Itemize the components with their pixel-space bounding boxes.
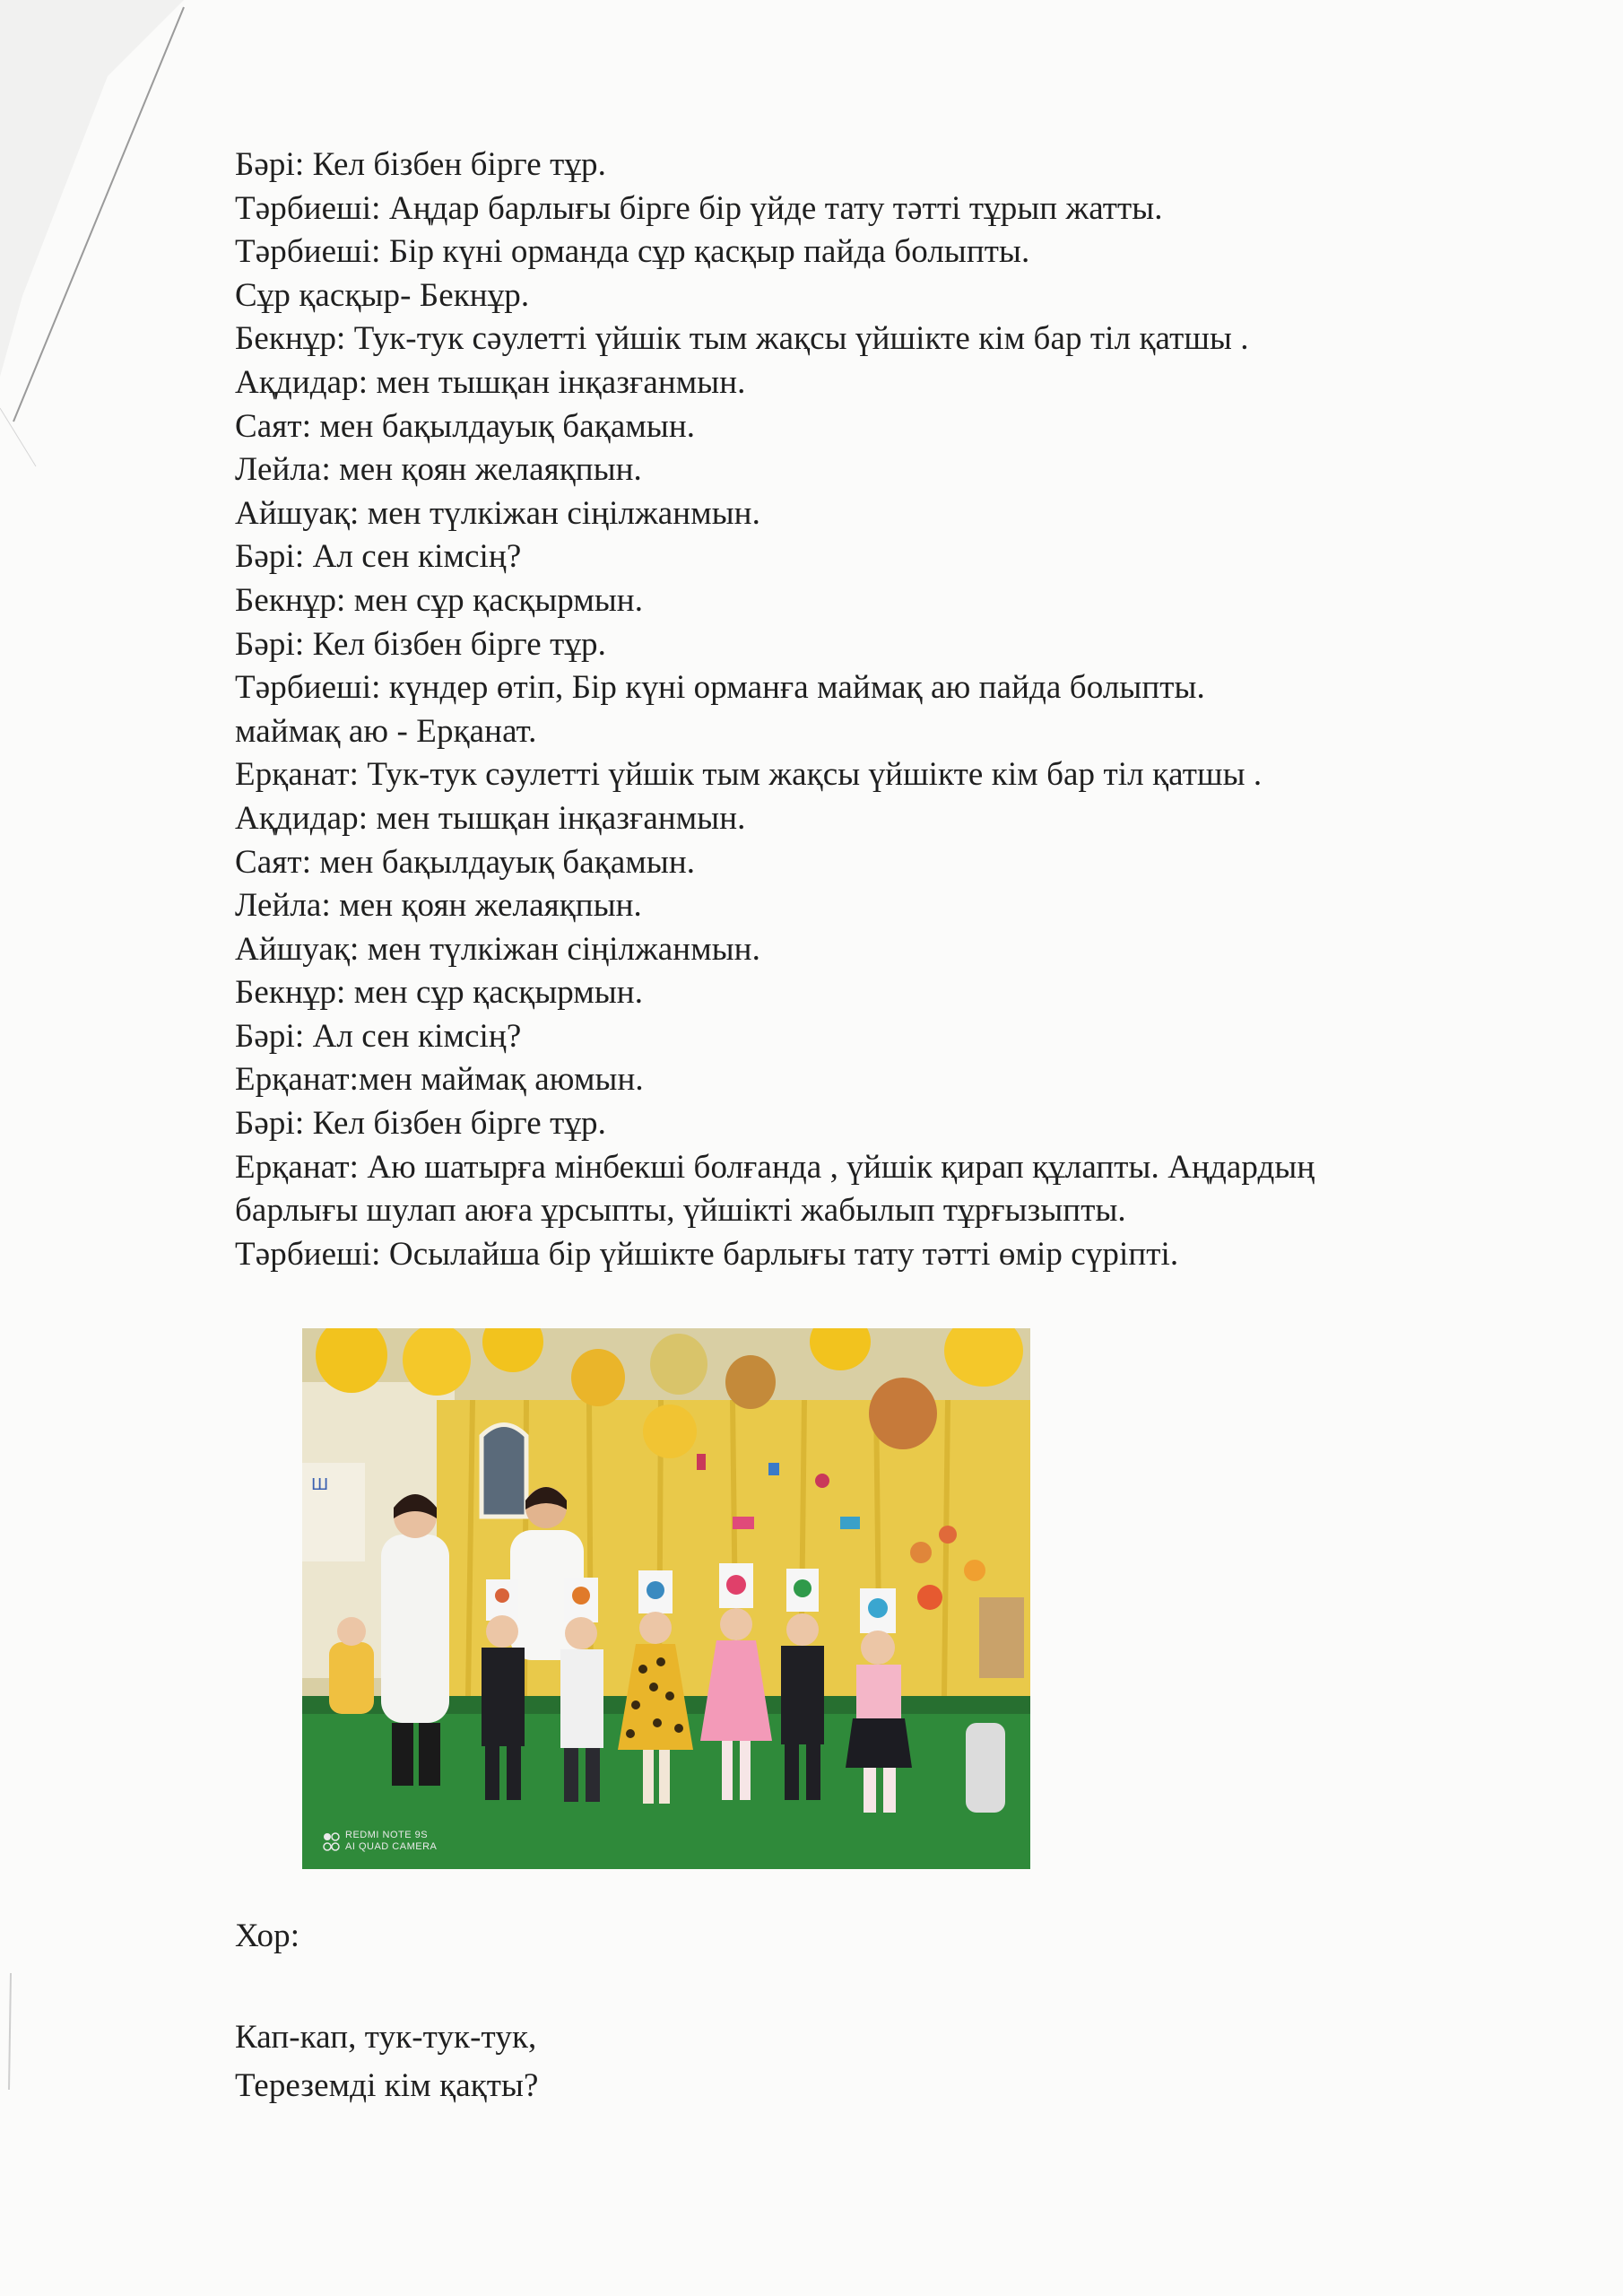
camera-watermark (322, 1830, 437, 1853)
dialogue-line: Айшуақ: мен түлкіжан сіңілжанмын. (235, 930, 760, 968)
camera-line-1: REDMI NOTE 9S (345, 1830, 429, 1840)
dialogue-line: Бәрі: Ал сен кімсің? (235, 538, 522, 576)
dialogue-line: Ақдидар: мен тышқан інқазғанмын. (235, 799, 746, 837)
chorus-line: Тереземді кім қақты? (235, 2067, 539, 2104)
dialogue-text (235, 144, 1508, 1276)
dialogue-line: Тәрбиеші: күндер өтіп, Бір күні орманға маймақ аю пайда болыпты. (235, 669, 1205, 707)
dialogue-line: Ерқанат:мен маймақ аюмын. (235, 1061, 644, 1099)
dialogue-line: Ақдидар: мен тышқан інқазғанмын. (235, 363, 746, 401)
dialogue-line: Лейла: мен қоян желаяқпын. (235, 451, 642, 489)
dialogue-line: Бәрі: Кел бізбен бірге тұр. (235, 625, 606, 663)
dialogue-line: Бәрі: Ал сен кімсің? (235, 1017, 522, 1055)
performance-photo (302, 1328, 1030, 1869)
camera-line-2: AI QUAD CAMERA (345, 1841, 438, 1852)
dialogue-line: Саят: мен бақылдауық бақамын. (235, 843, 696, 881)
svg-text:Ш: Ш (311, 1475, 329, 1494)
camera-logo-icon (322, 1831, 342, 1853)
dialogue-line: Тәрбиеші: Осылайша бір үйшікте барлығы тату тәтті өмір сүріпті. (235, 1235, 1179, 1273)
dialogue-line: Ерқанат: Тук-тук сәулетті үйшік тым жақсы үйшікте кім бар тіл қатшы . (235, 756, 1263, 794)
dialogue-line: Бекнұр: мен сұр қасқырмын. (235, 581, 644, 619)
dialogue-line: Бәрі: Кел бізбен бірге тұр. (235, 1105, 606, 1143)
dialogue-line: Сұр қасқыр- Бекнұр. (235, 276, 530, 314)
dialogue-line: маймақ аю - Ерқанат. (235, 712, 537, 750)
dialogue-line: Ерқанат: Аю шатырға мінбекші болғанда , үйшік қирап құлапты. Аңдардың (235, 1148, 1315, 1186)
chorus-verse (235, 2013, 539, 2110)
chorus-label: Хор: (235, 1918, 300, 1954)
dialogue-line: барлығы шулап аюға ұрсыпты, үйшікті жабылып тұрғызыпты. (235, 1192, 1126, 1230)
dialogue-line: Бәрі: Кел бізбен бірге тұр. (235, 146, 606, 183)
photo-illustration (302, 1328, 1030, 1869)
dialogue-line: Айшуақ: мен түлкіжан сіңілжанмын. (235, 494, 760, 532)
dialogue-line: Тәрбиеші: Аңдар барлығы бірге бір үйде тату тәтті тұрып жатты. (235, 189, 1163, 227)
chorus-line: Кап-кап, тук-тук-тук, (235, 2019, 537, 2056)
dialogue-line: Бекнұр: мен сұр қасқырмын. (235, 974, 644, 1012)
dialogue-line: Саят: мен бақылдауық бақамын. (235, 407, 696, 445)
dialogue-line: Тәрбиеші: Бір күні орманда сұр қасқыр пайда болыпты. (235, 233, 1030, 271)
dialogue-line: Лейла: мен қоян желаяқпын. (235, 887, 642, 925)
dialogue-line: Бекнұр: Тук-тук сәулетті үйшік тым жақсы үйшікте кім бар тіл қатшы . (235, 320, 1249, 358)
